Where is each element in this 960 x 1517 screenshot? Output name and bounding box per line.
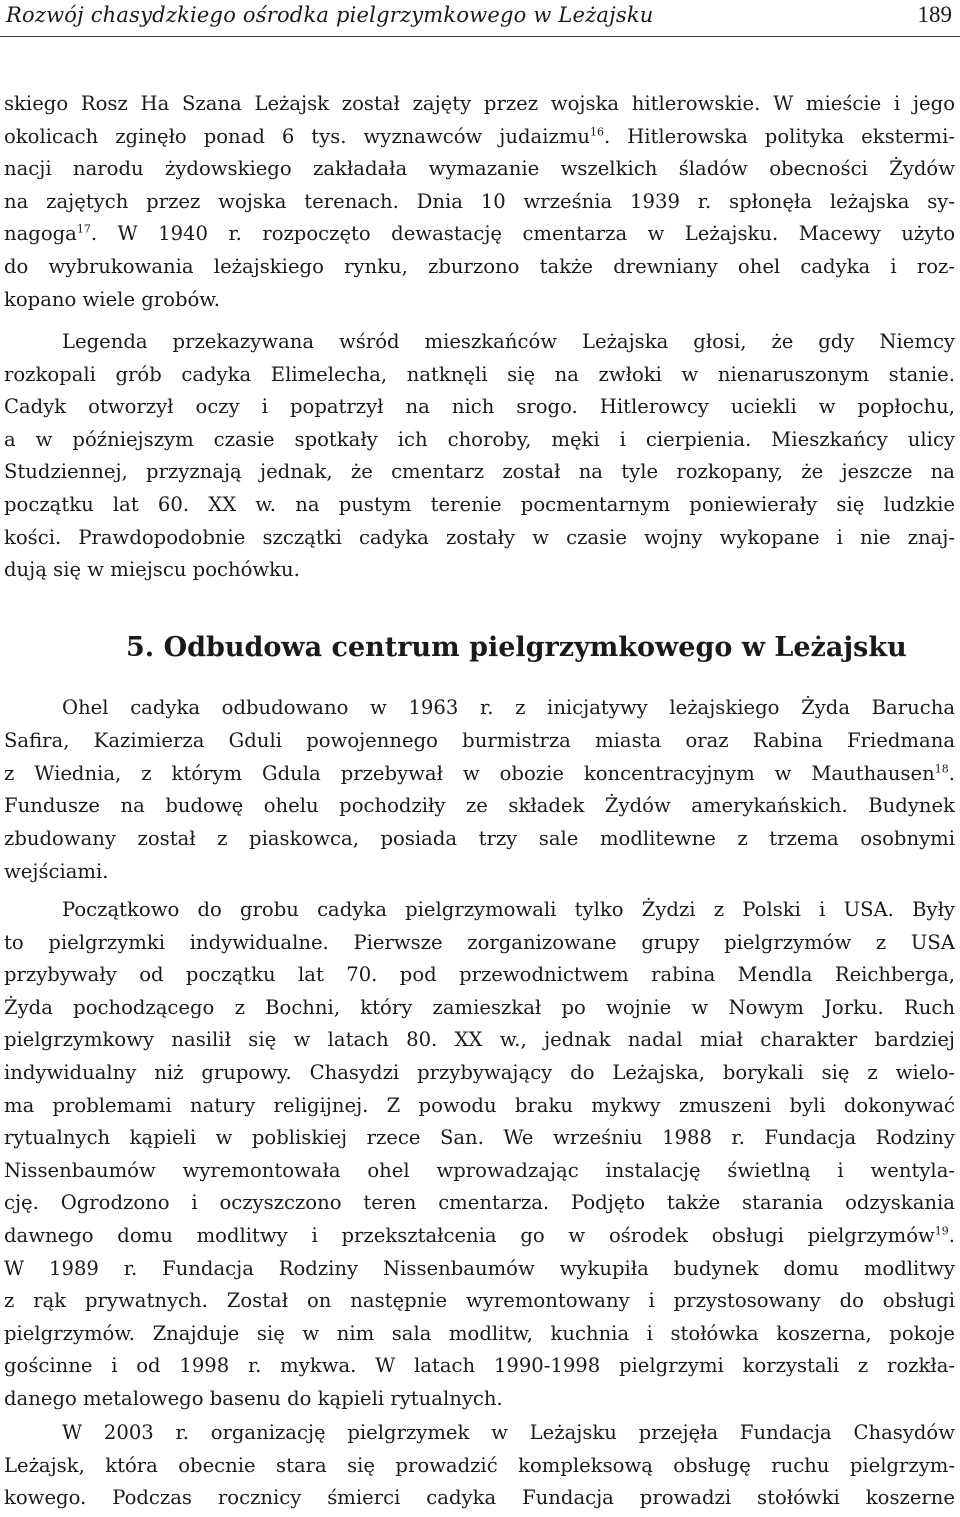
text-line: z Wiednia, z którym Gdula przebywał w obozie koncentracyjnym w Mauthausen$^{18}$. [4, 761, 955, 785]
text-line: skiego Rosz Ha Szana Leżajsk został zajęty przez wojska hitlerowskie. W mieście i jego [4, 92, 955, 115]
text-line: na zajętych przez wojska terenach. Dnia 10 września 1939 r. spłonęła leżajska sy- [4, 189, 955, 213]
paragraph-2 [4, 326, 955, 587]
header-rule [0, 36, 960, 37]
text-line: Leżajsk, która obecnie stara się prowadzić kompleksową obsługę ruchu pielgrzym- [4, 1453, 955, 1477]
text-line: cję. Ogrodzono i oczyszczono teren cmentarza. Podjęto także starania odzyskania [4, 1191, 955, 1215]
text-line: z rąk prywatnych. Został on następnie wyremontowany i przystosowany do obsługi [4, 1289, 955, 1313]
text-line: do wybrukowania leżajskiego rynku, zburzono także drewniany ohel cadyka i roz- [4, 254, 955, 278]
text-line: Studziennej, przyznają jednak, że cmentarz został na tyle rozkopany, że jeszcze na [4, 460, 955, 484]
text-line: Początkowo do grobu cadyka pielgrzymowali tylko Żydzi z Polski i USA. Były [62, 898, 955, 921]
footnote-ref[interactable]: 19 [934, 1224, 949, 1238]
text-line: Ohel cadyka odbudowano w 1963 r. z inicjatywy leżajskiego Żyda Barucha [62, 696, 955, 719]
text-line: nagoga$^{17}$. W 1940 r. rozpoczęto dewastację cmentarza w Leżajsku. Macewy użyto [4, 222, 955, 246]
text-line: ma problemami natury religijnej. Z powodu braku mykwy zmuszeni byli dokonywać [4, 1093, 955, 1117]
text-line: Fundusze na budowę ohelu pochodziły ze składek Żydów amerykańskich. Budynek [4, 794, 955, 818]
text-line: zbudowany został z piaskowca, posiada trzy sale modlitewne z trzema osobnymi [4, 827, 955, 851]
text-line: danego metalowego basenu do kąpieli rytualnych. [4, 1386, 503, 1410]
text-line: dują się w miejscu pochówku. [4, 558, 300, 582]
text-line: gościnne i od 1998 r. mykwa. W latach 1990-1998 pielgrzymi korzystali z rozkła- [4, 1354, 955, 1378]
text-line: wejściami. [4, 859, 109, 883]
text-line: kości. Prawdopodobnie szczątki cadyka zostały w czasie wojny wykopane i nie znaj- [4, 525, 955, 549]
text-line: kowego. Podczas rocznicy śmierci cadyka Fundacja prowadzi stołówki koszerne [4, 1486, 955, 1510]
text-line: W 1989 r. Fundacja Rodziny Nissenbaumów wykupiła budynek domu modlitwy [4, 1256, 955, 1280]
text-line: a w późniejszym czasie spotkały ich choroby, męki i cierpienia. Mieszkańcy ulicy [4, 427, 955, 451]
running-title: Rozwój chasydzkiego ośrodka pielgrzymkowego w Leżajsku [6, 3, 654, 27]
text-line: to pielgrzymki indywidualne. Pierwsze zorganizowane grupy pielgrzymów z USA [4, 930, 955, 954]
text-line: Legenda przekazywana wśród mieszkańców Leżajska głosi, że gdy Niemcy [62, 330, 955, 353]
footnote-ref[interactable]: 17 [76, 222, 91, 236]
text-line: Żyda pochodzącego z Bochni, który zamieszkał po wojnie w Nowym Jorku. Ruch [4, 995, 955, 1019]
paragraph-4 [4, 894, 955, 1416]
text-line: rozkopali grób cadyka Elimelecha, natknęli się na zwłoki w nienaruszonym stanie. [4, 362, 955, 386]
paragraph-3 [4, 692, 955, 889]
text-line: Nissenbaumów wyremontowała ohel wprowadzając instalację świetlną i wentyla- [4, 1158, 955, 1182]
text-line: Cadyk otworzył oczy i popatrzył na nich srogo. Hitlerowcy uciekli w popłochu, [4, 395, 955, 419]
text-line: indywidualny niż grupowy. Chasydzi przybywający do Leżajska, borykali się z wielo- [4, 1060, 955, 1084]
text-line: przybywały od początku lat 70. pod przewodnictwem rabina Mendla Reichberga, [4, 963, 955, 987]
paragraph-5 [4, 1417, 955, 1515]
text-line: W 2003 r. organizację pielgrzymek w Leżajsku przejęła Fundacja Chasydów [62, 1421, 955, 1444]
page-number: 189 [917, 2, 952, 27]
text-line: nacji narodu żydowskiego zakładała wymazanie wszelkich śladów obecności Żydów [4, 157, 955, 181]
text-line: dawnego domu modlitwy i przekształcenia go w ośrodek obsługi pielgrzymów$^{19}$. [4, 1223, 955, 1247]
text-line: Safira, Kazimierza Gduli powojennego burmistrza miasta oraz Rabina Friedmana [4, 728, 955, 752]
footnote-ref[interactable]: 18 [934, 762, 949, 776]
section-heading: 5. Odbudowa centrum pielgrzymkowego w Leżajsku [126, 632, 907, 663]
text-line: rytualnych kąpieli w pobliskiej rzece San. We wrześniu 1988 r. Fundacja Rodziny [4, 1126, 955, 1150]
text-line: początku lat 60. XX w. na pustym terenie pocmentarnym poniewierały się ludzkie [4, 492, 955, 516]
text-line: kopano wiele grobów. [4, 287, 220, 311]
text-line: pielgrzymkowy nasilił się w latach 80. XX w., jednak nadal miał charakter bardziej [4, 1028, 955, 1052]
text-line: pielgrzymów. Znajduje się w nim sala modlitw, kuchnia i stołówka koszerna, pokoje [4, 1321, 955, 1345]
footnote-ref[interactable]: 16 [589, 125, 604, 139]
running-header [0, 0, 960, 30]
text-line: okolicach zginęło ponad 6 tys. wyznawców judaizmu$^{16}$. Hitlerowska polityka ekstermi- [4, 124, 955, 148]
paragraph-1 [4, 88, 955, 316]
